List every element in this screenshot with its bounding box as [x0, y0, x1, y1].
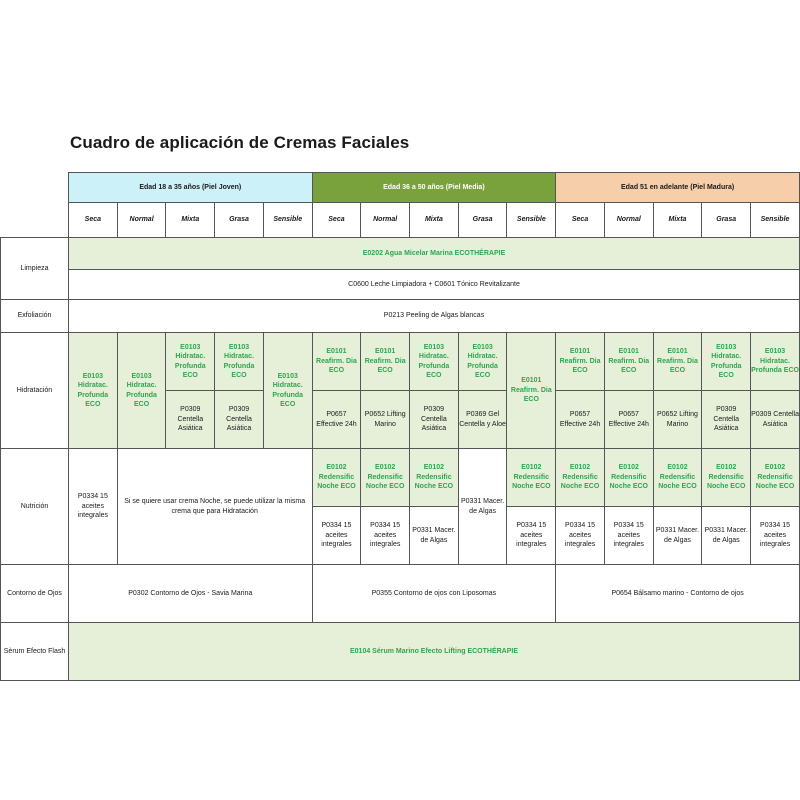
hid-mid-grasa-alt: P0369 Gel Centella y Aloe — [458, 391, 507, 449]
hid-mature-grasa-alt: P0309 Centella Asiática — [702, 391, 751, 449]
corner-cell — [1, 203, 69, 238]
skin-type-seca: Seca — [556, 203, 605, 238]
nut-mid-sensible-alt: P0334 15 aceites integrales — [507, 507, 556, 565]
nut-mid-mixta-eco: E0102 Redensific Noche ECO — [410, 449, 459, 507]
skin-type-seca: Seca — [69, 203, 118, 238]
hid-mature-normal-eco: E0101 Reafirm. Dia ECO — [604, 333, 653, 391]
row-label-exfoliacion: Exfoliación — [1, 300, 69, 333]
contorno-mid: P0355 Contorno de ojos con Liposomas — [312, 565, 556, 623]
hid-young-grasa-eco: E0103 Hidratac. Profunda ECO — [215, 333, 264, 391]
skin-type-grasa: Grasa — [458, 203, 507, 238]
hid-mature-sensible-eco: E0103 Hidratac. Profunda ECO — [751, 333, 800, 391]
nut-mature-normal-eco: E0102 Redensific Noche ECO — [604, 449, 653, 507]
corner-cell — [1, 173, 69, 203]
hid-mature-seca-alt: P0657 Effective 24h — [556, 391, 605, 449]
row-hidratacion-1 — [1, 333, 800, 391]
nut-mid-seca-alt: P0334 15 aceites integrales — [312, 507, 361, 565]
row-limpieza-2 — [1, 270, 800, 300]
age-group-young: Edad 18 a 35 años (Piel Joven) — [69, 173, 313, 203]
row-limpieza-1 — [1, 238, 800, 270]
hid-mature-normal-alt: P0657 Effective 24h — [604, 391, 653, 449]
nut-mature-seca-alt: P0334 15 aceites integrales — [556, 507, 605, 565]
limpieza-eco-product: E0202 Agua Micelar Marina ECOTHÉRAPIE — [69, 238, 800, 270]
nut-mid-sensible-eco: E0102 Redensific Noche ECO — [507, 449, 556, 507]
skin-type-normal: Normal — [361, 203, 410, 238]
serum-product: E0104 Sérum Marino Efecto Lifting ECOTHÉRAPIE — [69, 623, 800, 681]
nut-mature-normal-alt: P0334 15 aceites integrales — [604, 507, 653, 565]
hid-mid-seca-eco: E0101 Reafirm. Dia ECO — [312, 333, 361, 391]
nut-mature-grasa-alt: P0331 Macer. de Algas — [702, 507, 751, 565]
row-contorno — [1, 565, 800, 623]
skin-type-normal: Normal — [604, 203, 653, 238]
hid-young-grasa-alt: P0309 Centella Asiática — [215, 391, 264, 449]
hid-mid-mixta-eco: E0103 Hidratac. Profunda ECO — [410, 333, 459, 391]
exfoliacion-product: P0213 Peeling de Algas blancas — [69, 300, 800, 333]
nut-mid-normal-alt: P0334 15 aceites integrales — [361, 507, 410, 565]
contorno-mature: P0654 Bálsamo marino - Contorno de ojos — [556, 565, 800, 623]
nut-mid-mixta-alt: P0331 Macer. de Algas — [410, 507, 459, 565]
hid-mid-grasa-eco: E0103 Hidratac. Profunda ECO — [458, 333, 507, 391]
row-label-contorno: Contorno de Ojos — [1, 565, 69, 623]
hid-mid-seca-alt: P0657 Effective 24h — [312, 391, 361, 449]
nut-mid-seca-eco: E0102 Redensific Noche ECO — [312, 449, 361, 507]
skin-type-mixta: Mixta — [166, 203, 215, 238]
page-title: Cuadro de aplicación de Cremas Faciales — [70, 133, 410, 152]
skin-type-sensible: Sensible — [263, 203, 312, 238]
nut-mature-sensible-eco: E0102 Redensific Noche ECO — [751, 449, 800, 507]
skin-type-grasa: Grasa — [702, 203, 751, 238]
hid-young-mixta-alt: P0309 Centella Asiática — [166, 391, 215, 449]
hid-young-seca: E0103 Hidratac. Profunda ECO — [69, 333, 118, 449]
contorno-young: P0302 Contorno de Ojos - Savia Marina — [69, 565, 313, 623]
skin-type-mixta: Mixta — [410, 203, 459, 238]
nut-young-seca: P0334 15 aceites integrales — [69, 449, 118, 565]
hid-mature-sensible-alt: P0309 Centella Asiática — [751, 391, 800, 449]
nut-mature-mixta-alt: P0331 Macer. de Algas — [653, 507, 702, 565]
age-group-mid: Edad 36 a 50 años (Piel Media) — [312, 173, 556, 203]
nut-mature-seca-eco: E0102 Redensific Noche ECO — [556, 449, 605, 507]
nut-mature-mixta-eco: E0102 Redensific Noche ECO — [653, 449, 702, 507]
skin-type-normal: Normal — [117, 203, 166, 238]
skin-type-mixta: Mixta — [653, 203, 702, 238]
nut-mature-grasa-eco: E0102 Redensific Noche ECO — [702, 449, 751, 507]
nut-mid-grasa: P0331 Macer. de Algas — [458, 449, 507, 565]
hid-mature-mixta-eco: E0101 Reafirm. Dia ECO — [653, 333, 702, 391]
nut-mature-sensible-alt: P0334 15 aceites integrales — [751, 507, 800, 565]
skin-type-sensible: Sensible — [751, 203, 800, 238]
row-label-limpieza: Limpieza — [1, 238, 69, 300]
hid-mature-seca-eco: E0101 Reafirm. Dia ECO — [556, 333, 605, 391]
hid-young-sensible: E0103 Hidratac. Profunda ECO — [263, 333, 312, 449]
row-nutricion-1 — [1, 449, 800, 507]
hid-mid-mixta-alt: P0309 Centella Asiática — [410, 391, 459, 449]
nut-young-note: Si se quiere usar crema Noche, se puede utilizar la misma crema que para Hidratación — [117, 449, 312, 565]
row-label-hidratacion: Hidratación — [1, 333, 69, 449]
row-label-nutricion: Nutrición — [1, 449, 69, 565]
hid-young-normal: E0103 Hidratac. Profunda ECO — [117, 333, 166, 449]
skin-type-grasa: Grasa — [215, 203, 264, 238]
row-label-serum: Sèrum Efecto Flash — [1, 623, 69, 681]
hid-mid-sensible: E0101 Reafirm. Dia ECO — [507, 333, 556, 449]
hid-mid-normal-eco: E0101 Reafirm. Dia ECO — [361, 333, 410, 391]
age-group-mature: Edad 51 en adelante (Piel Madura) — [556, 173, 800, 203]
skin-type-header-row — [1, 203, 800, 238]
hid-mature-grasa-eco: E0103 Hidratac. Profunda ECO — [702, 333, 751, 391]
hid-mid-normal-alt: P0652 Lifting Marino — [361, 391, 410, 449]
skin-type-seca: Seca — [312, 203, 361, 238]
application-chart — [0, 172, 800, 681]
row-serum — [1, 623, 800, 681]
skin-type-sensible: Sensible — [507, 203, 556, 238]
row-exfoliacion — [1, 300, 800, 333]
hid-young-mixta-eco: E0103 Hidratac. Profunda ECO — [166, 333, 215, 391]
age-header-row — [1, 173, 800, 203]
nut-mid-normal-eco: E0102 Redensific Noche ECO — [361, 449, 410, 507]
limpieza-product: C0600 Leche Limpiadora + C0601 Tónico Revitalizante — [69, 270, 800, 300]
hid-mature-mixta-alt: P0652 Lifting Marino — [653, 391, 702, 449]
